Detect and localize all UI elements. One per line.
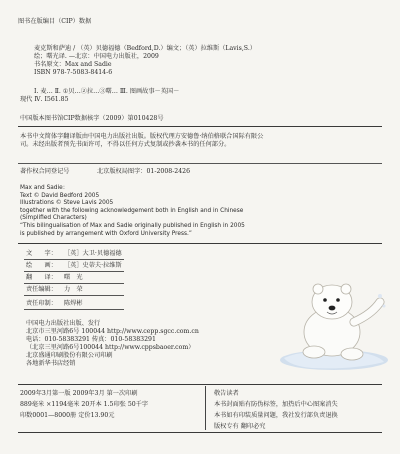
column-divider	[205, 386, 206, 430]
credit-value: 曙 光	[64, 274, 83, 281]
bear-eye-right	[336, 298, 340, 302]
cip-entry-line: ISBN 978-7-5083-8414-6	[34, 69, 113, 76]
copyright-reg-label: 著作权合同登记号	[20, 168, 70, 175]
publisher-info	[26, 320, 199, 368]
divider	[24, 259, 124, 260]
reader-notice	[214, 390, 338, 431]
credit-label: 责任编辑：	[26, 286, 57, 293]
reader-notice-line: 本书封面贴有防伪标签，加热后中心图案消失	[214, 401, 338, 408]
credit-label: 翻 译：	[26, 274, 57, 281]
english-line: (Simplified Characters)	[20, 215, 87, 222]
cip-header: 图书在版编目（CIP）数据	[18, 18, 92, 25]
divider	[24, 283, 124, 284]
publisher-line: 电话：010-58383291 传真：010-58383291	[26, 336, 156, 343]
cip-entry-line: 麦克斯和萨迪 / （英）贝德福德（Bedford,D.）编文；（英）拉维斯（Lavis,S.）	[34, 45, 256, 52]
reader-notice-line: 版权专有 翻印必究	[214, 423, 266, 430]
credit-illustrator	[26, 262, 122, 270]
publisher-line: 北京盛通印刷股份有限公司印刷	[26, 352, 113, 359]
english-line: together with the following acknowledgement both in English and in Chinese	[20, 207, 244, 214]
credit-value: 力 荣	[64, 286, 83, 293]
cip-subject-line: 现代 Ⅳ. I561.85	[20, 96, 69, 103]
english-line: is published by arrangement with Oxford University Press.”	[20, 230, 192, 237]
english-line: Illustrations © Steve Lavis 2005	[20, 200, 114, 207]
notice-line: 本书中文简体字翻译版由中国电力出版社出版。版权代理方安德鲁·纳伯格联合国际有限公	[20, 133, 264, 140]
divider	[18, 243, 382, 244]
divider	[24, 309, 124, 310]
copyright-reg-value: 北京版权局图字：01-2008-2426	[97, 168, 191, 175]
bear-foot-right	[341, 348, 363, 360]
cip-subjects	[20, 88, 180, 104]
print-line: 2009年3月第一版 2009年3月 第一次印刷	[20, 390, 138, 397]
cip-entry-line: 绘；曙光译. —北京：中国电力出版社，2009	[34, 53, 159, 60]
bear-foot-left	[303, 346, 325, 358]
divider	[24, 295, 124, 296]
english-copyright	[20, 185, 245, 238]
publisher-line: （北京三里河路6号100044 http://www.cppsbaoer.com）	[26, 344, 195, 351]
credit-print-supervisor	[26, 300, 122, 308]
credit-label: 文 字：	[26, 250, 57, 257]
english-line: Text © David Bedford 2005	[20, 192, 100, 199]
english-line: Max and Sadie：	[20, 185, 69, 191]
cip-number: 中国版本图书馆CIP数据核字（2009）第010428号	[20, 115, 164, 122]
credit-value: 陈焊彬	[64, 300, 83, 307]
credit-translator	[26, 274, 122, 282]
notice-line: 司。未经出版者预先书面许可，不得以任何方式复制或抄袭本书的任何部分。	[20, 141, 231, 148]
credit-value: ［英］史蒂夫·拉维斯	[64, 262, 122, 269]
divider	[24, 271, 124, 272]
divider	[18, 384, 382, 385]
bear-ear-right	[341, 284, 351, 294]
reader-notice-title: 敬告读者	[214, 390, 239, 397]
credit-writer	[26, 250, 122, 258]
reader-notice-line: 本书如有印装质量问题，我社发行部负责退换	[214, 412, 338, 419]
publisher-line: 中国电力出版社出版、发行	[26, 320, 101, 327]
bear-nose	[329, 306, 336, 311]
publisher-line: 各地新华书店经销	[26, 360, 76, 367]
credit-value: ［英］大卫·贝德福德	[64, 250, 122, 257]
credit-label: 绘 画：	[26, 262, 57, 269]
print-line: 印数0001—8000册 定价13.90元	[20, 412, 115, 419]
publisher-line: 北京市三里河路6号 100044 http://www.cepp.sgcc.com.cn	[26, 328, 199, 335]
bear-arm-right-fill	[354, 302, 380, 322]
cip-entry	[34, 45, 256, 77]
cip-entry-line: 书名原文：Max and Sadie	[34, 61, 112, 68]
cip-subject-line: Ⅰ. 麦… Ⅱ. ①贝…②拉…③曙… Ⅲ. 图画故事－英国－	[34, 88, 180, 95]
divider	[18, 432, 382, 433]
divider	[18, 163, 382, 164]
translation-notice	[20, 133, 263, 149]
credit-editor	[26, 286, 122, 294]
print-line: 889毫米 ×1194毫米 20开本 1.5印张 50千字	[20, 401, 149, 408]
divider	[18, 126, 382, 127]
bear-eye-left	[323, 298, 327, 302]
print-info	[20, 390, 148, 420]
bear-ear-left	[313, 284, 323, 294]
polar-bear-illustration	[272, 262, 390, 374]
snow-splash	[378, 294, 382, 298]
english-line: “This bilingualisation of Max and Sadie originally published in English in 2005	[20, 222, 245, 229]
credit-label: 责任印制：	[26, 300, 57, 307]
snow-splash	[383, 305, 386, 308]
